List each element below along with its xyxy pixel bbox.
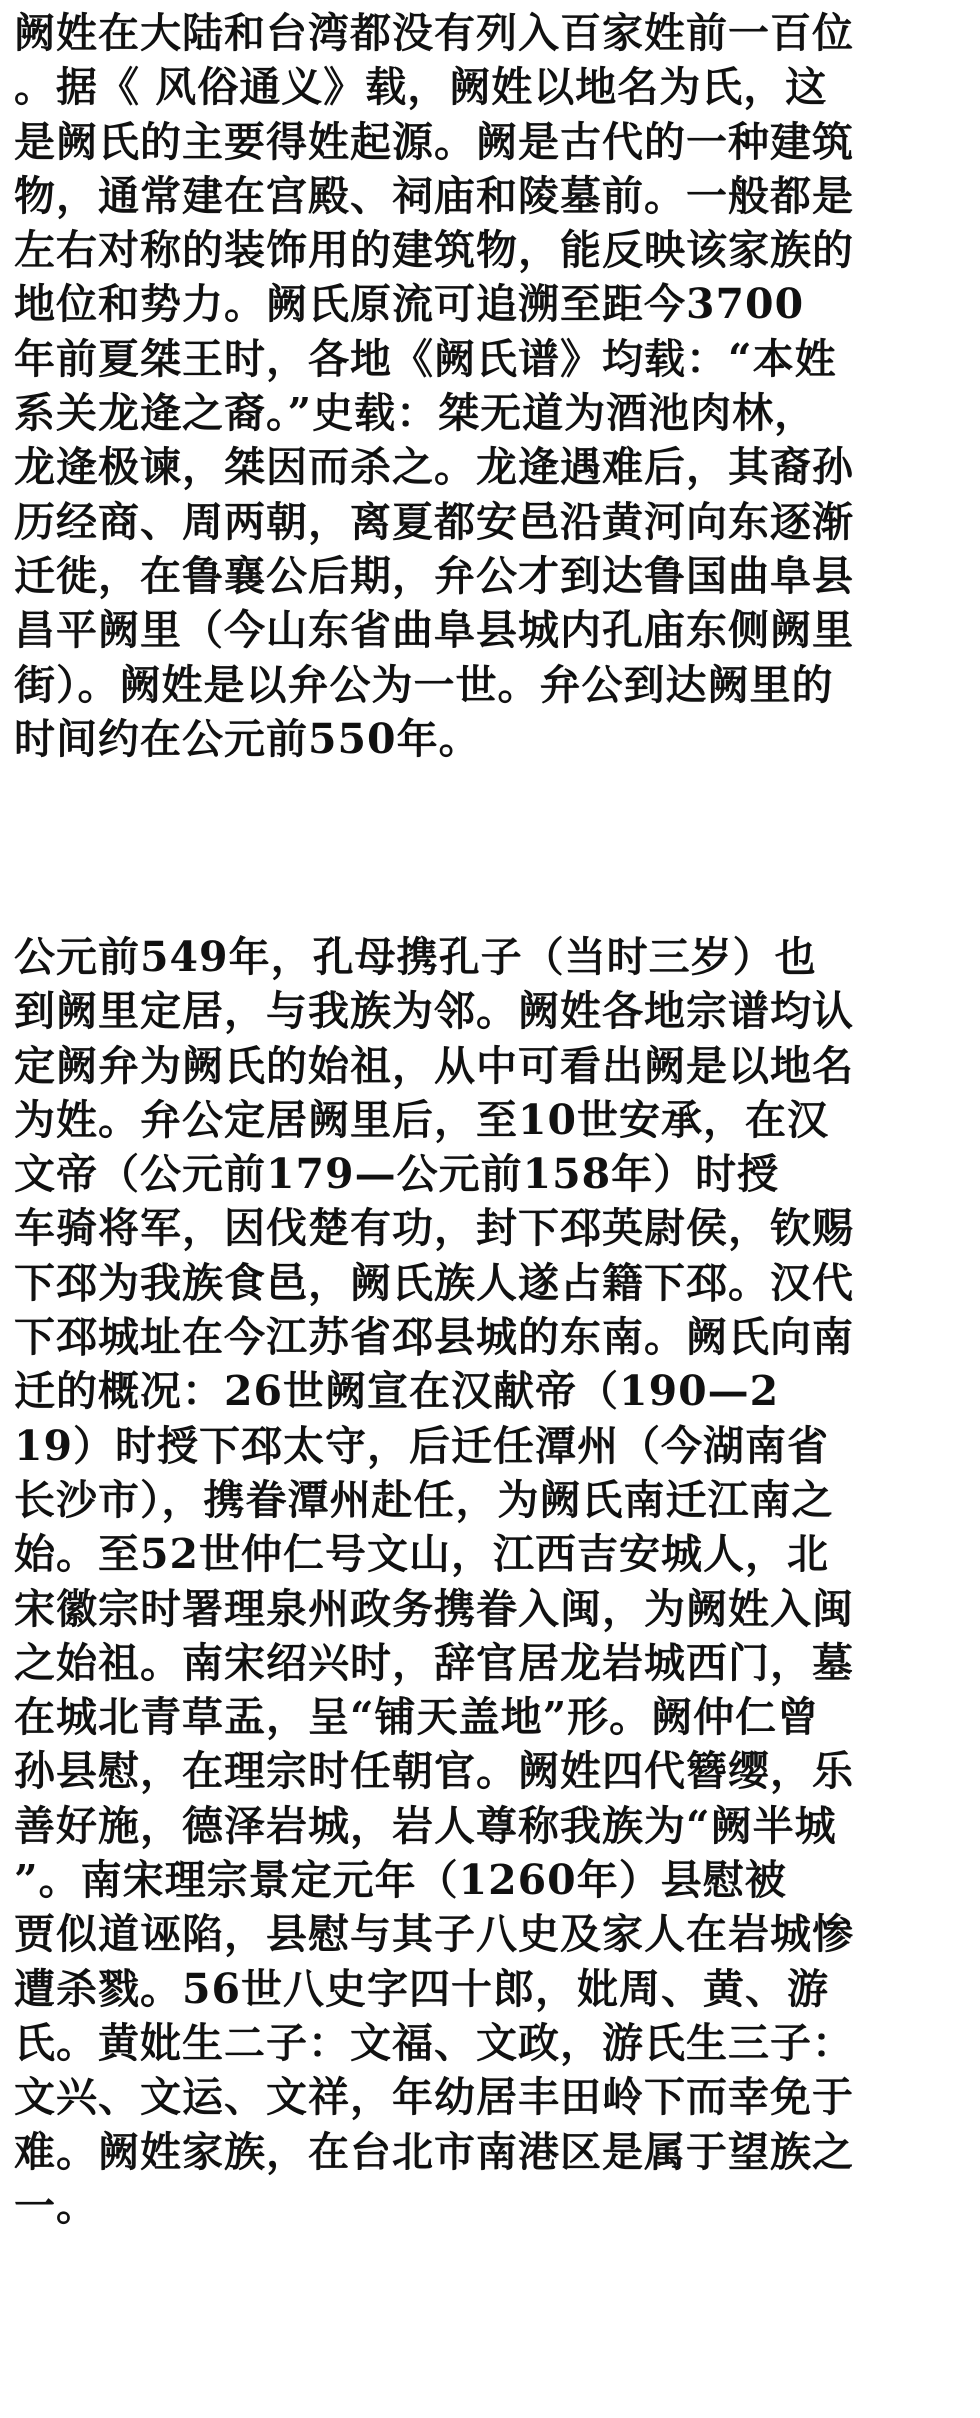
text-line: 氏。黄妣生二子：文福、文政，游氏生三子： [14,2018,854,2067]
text-line: 阙姓在大陆和台湾都没有列入百家姓前一百位 [14,9,854,57]
text-line: 物，通常建在宫殿、祠庙和陵墓前。一般都是 [14,171,854,220]
text-line: 长沙市），携眷潭州赴任，为阙氏南迁江南之 [14,1475,834,1524]
text-line: 龙逄极谏，桀因而杀之。龙逄遇难后，其裔孙 [14,443,854,492]
text-line: 一。 [14,2181,98,2230]
text-line: 历经商、周两朝，离夏都安邑沿黄河向东逐渐 [14,497,854,546]
text-line: 贾似道诬陷，县慰与其子八史及家人在岩城惨 [14,1910,854,1959]
text-line: 下邳为我族食邑，阙氏族人遂占籍下邳。汉代 [14,1258,854,1307]
text-line: ”。南宋理宗景定元年（1260年）县慰被 [14,1856,787,1905]
text-line: 孙县慰，在理宗时任朝官。阙姓四代簪缨，乐 [14,1747,854,1796]
text-line: 宋徽宗时署理泉州政务携眷入闽，为阙姓入闽 [14,1584,854,1633]
paragraph-origin [14,6,974,766]
text-line: 始。至52世仲仁号文山，江西吉安城人，北 [14,1530,830,1579]
text-line: 善好施，德泽岩城，岩人尊称我族为“阙半城 [14,1801,837,1850]
text-line: 在城北青草盂，呈“铺天盖地”形。阙仲仁曾 [14,1693,820,1742]
text-line: 19）时授下邳太守，后迁任潭州（今湖南省 [14,1421,830,1470]
text-line: 是阙氏的主要得姓起源。阙是古代的一种建筑 [14,117,854,166]
text-line: 年前夏桀王时，各地《阙氏谱》均载：“本姓 [14,334,837,383]
text-line: 下邳城址在今江苏省邳县城的东南。阙氏向南 [14,1313,854,1362]
text-line: 为姓。弁公定居阙里后，至10世安承，在汉 [14,1095,830,1144]
text-line: 迁徙，在鲁襄公后期，弁公才到达鲁国曲阜县 [14,551,854,600]
text-line: 。据《 风俗通义》载，阙姓以地名为氏，这 [14,63,828,112]
text-line: 左右对称的装饰用的建筑物，能反映该家族的 [14,226,854,275]
text-line: 系关龙逄之裔。”史载：桀无道为酒池肉林， [14,389,817,438]
text-line: 时间约在公元前550年。 [14,714,481,763]
text-line: 难。阙姓家族，在台北市南港区是属于望族之 [14,2127,854,2176]
text-line: 地位和势力。阙氏原流可追溯至距今3700 [14,280,805,329]
text-line: 文兴、文运、文祥，年幼居丰田岭下而幸免于 [14,2073,854,2122]
text-line: 昌平阙里（今山东省曲阜县城内孔庙东侧阙里 [14,606,854,655]
text-line: 到阙里定居，与我族为邻。阙姓各地宗谱均认 [14,987,854,1036]
text-line: 遭杀戮。56世八史字四十郎，妣周、黄、游 [14,1964,830,2013]
paragraph-migration [14,930,974,2233]
text-line: 街）。阙姓是以弁公为一世。弁公到达阙里的 [14,660,834,709]
text-line: 定阙弁为阙氏的始祖，从中可看出阙是以地名 [14,1041,854,1090]
text-line: 之始祖。南宋绍兴时，辞官居龙岩城西门，墓 [14,1638,854,1687]
text-line: 迁的概况：26世阙宣在汉献帝（190—2 [14,1367,780,1416]
text-line: 车骑将军，因伐楚有功，封下邳英尉侯，钦赐 [14,1204,854,1253]
text-line: 公元前549年，孔母携孔子（当时三岁）也 [14,933,817,981]
text-line: 文帝（公元前179—公元前158年）时授 [14,1150,780,1199]
